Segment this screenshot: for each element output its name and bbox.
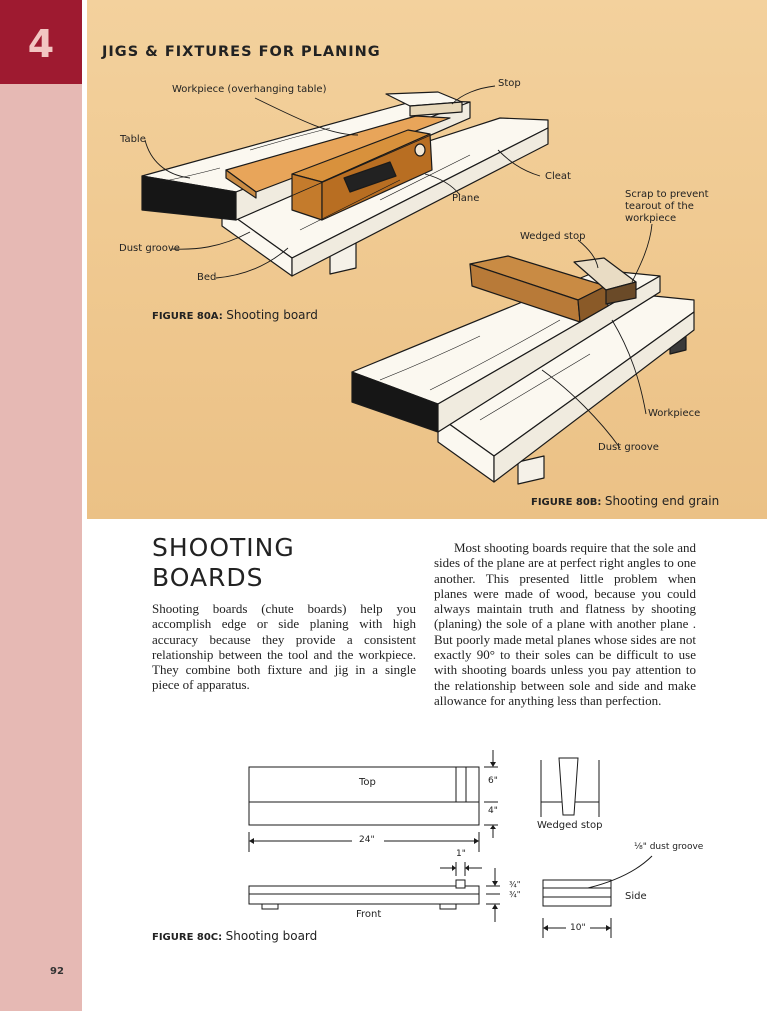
page-number: 92 [50, 966, 64, 977]
figure-80b-title: Shooting end grain [604, 494, 720, 508]
callout-dust-groove-80a: Dust groove [119, 243, 180, 254]
callout-scrap-line1: Scrap to prevent [625, 189, 709, 200]
callout-wedged-stop-80b: Wedged stop [520, 231, 586, 242]
label-dust-groove: ⅛" dust groove [634, 842, 704, 852]
dim-10in: 10" [570, 923, 586, 933]
figure-80c-title: Shooting board [225, 929, 318, 943]
callout-scrap-line2: tearout of the [625, 201, 694, 212]
chapter-number: 4 [27, 22, 55, 66]
intro-paragraph: Shooting boards (chute boards) help you accomplish edge or side planing with high accuracy because they provide a consistent relationship between the tool and the workpiece. They combine both fixture and jig in a single piece of apparatus. [152, 601, 416, 693]
callout-bed: Bed [197, 272, 217, 283]
dim-1in: 1" [456, 849, 466, 859]
dim-4in: 4" [488, 806, 498, 816]
callout-cleat: Cleat [545, 171, 571, 182]
callout-workpiece-overhanging: Workpiece (overhanging table) [172, 84, 327, 95]
callout-dust-groove-80b: Dust groove [598, 442, 659, 453]
callout-stop: Stop [498, 78, 521, 89]
label-wedged-stop: Wedged stop [537, 820, 603, 831]
dim-three-quarter-a: ¾" [509, 880, 521, 889]
dim-three-quarter-b: ¾" [509, 890, 521, 899]
callout-table: Table [120, 134, 146, 145]
dim-6in: 6" [488, 776, 498, 786]
heading-line2: BOARDS [152, 563, 264, 592]
dim-24in: 24" [359, 835, 375, 845]
body-paragraph: Most shooting boards require that the sole and sides of the plane are at perfect right angles to one another. This presented little problem when planes were made of wood, because you could always maintain truth and flatness by shooting (planing) the sole of a plane with another plane . But poorly made metal planes whose sides are not exactly 90° to their soles can be difficult to use with shooting boards unless you pay attention to the relationship between sole and side and make allowance for anything less than perfection. [434, 540, 696, 708]
label-side: Side [625, 891, 647, 902]
label-top: Top [359, 777, 376, 788]
figure-80c-caption [152, 929, 317, 943]
figure-80c-label: FIGURE 80C: [152, 932, 223, 943]
callout-workpiece-80b: Workpiece [648, 408, 701, 419]
section-title: JIGS & FIXTURES FOR PLANING [102, 44, 381, 60]
figure-80a-label: FIGURE 80A: [152, 311, 223, 322]
callout-scrap-line3: workpiece [625, 213, 677, 224]
figure-80a-title: Shooting board [226, 308, 318, 322]
figure-80b-label: FIGURE 80B: [531, 497, 602, 508]
heading-line1: SHOOTING [152, 533, 295, 562]
callout-plane: Plane [452, 193, 480, 204]
label-front: Front [356, 909, 382, 920]
